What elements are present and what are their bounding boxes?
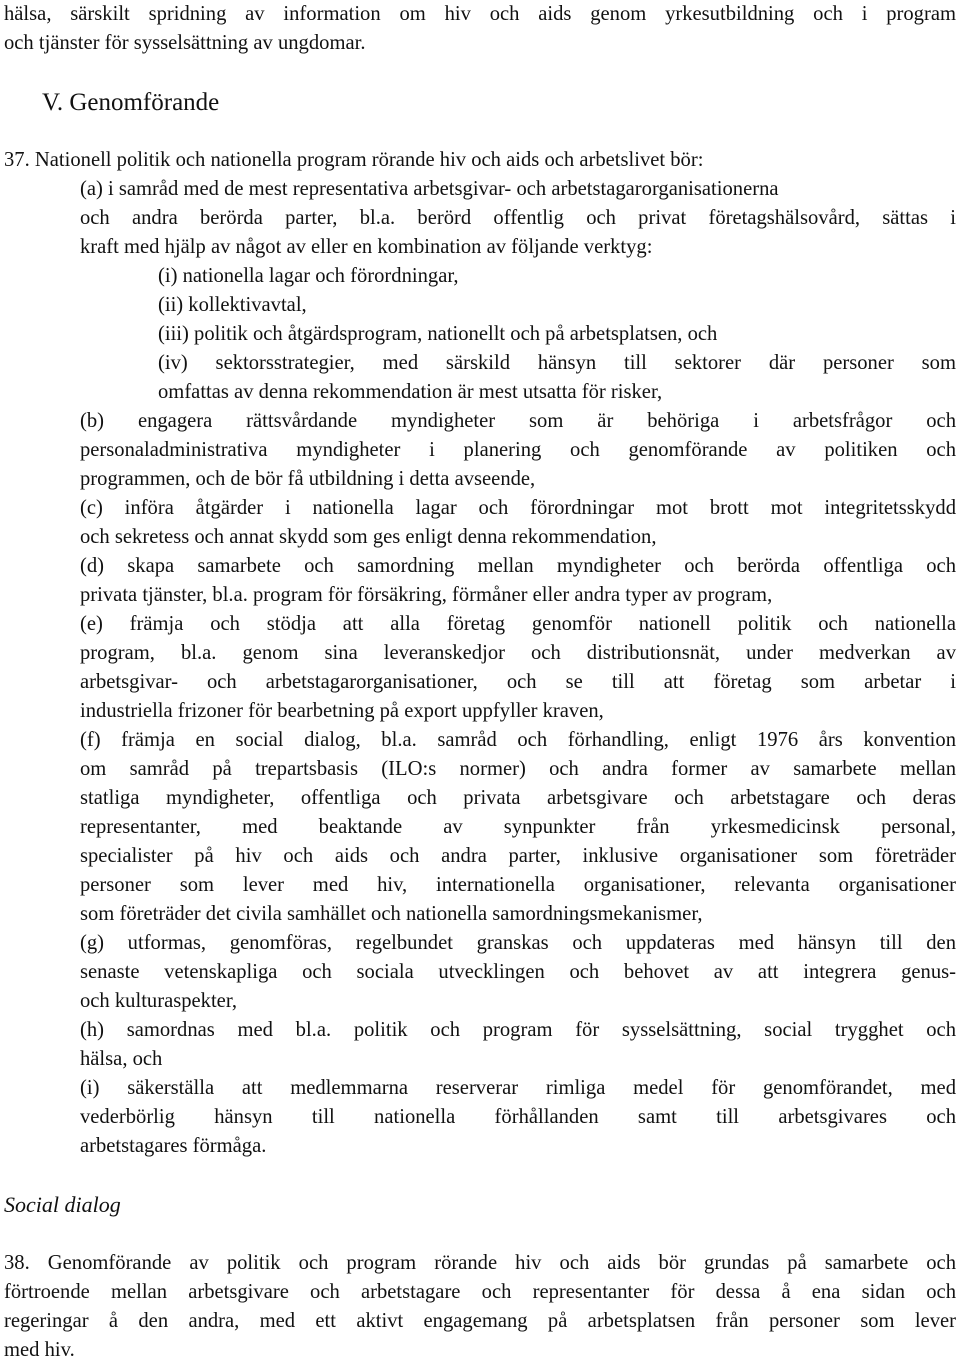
body-line: och tjänster för sysselsättning av ungdomar. [4, 32, 366, 54]
item-e: (e) främja och stödja att alla företag genomför nationell politik och nationella [80, 613, 956, 635]
body-line: och sekretess och annat skydd som ges enligt denna rekommendation, [80, 526, 657, 548]
body-line: privata tjänster, bl.a. program för försäkring, förmåner eller andra typer av program, [80, 584, 773, 606]
subitem-iv: (iv) sektorsstrategier, med särskild hänsyn till sektorer där personer som [158, 352, 956, 374]
subitem-i: (i) nationella lagar och förordningar, [158, 265, 459, 287]
body-line: industriella frizoner för bearbetning på export uppfyller kraven, [80, 700, 604, 722]
item-h: (h) samordnas med bl.a. politik och program för sysselsättning, social trygghet och [80, 1019, 956, 1041]
subitem-iii: (iii) politik och åtgärdsprogram, nationellt och på arbetsplatsen, och [158, 323, 718, 345]
body-line: kraft med hjälp av något av eller en kombination av följande verktyg: [80, 236, 653, 258]
paragraph-38: 38. Genomförande av politik och program rörande hiv och aids bör grundas på samarbete och [4, 1252, 956, 1274]
body-line: arbetsgivar- och arbetstagarorganisationer, och se till att företag som arbetar i [80, 671, 956, 693]
body-line: arbetstagares förmåga. [80, 1135, 267, 1157]
body-line: vederbörlig hänsyn till nationella förhållanden samt till arbetsgivares och [80, 1106, 956, 1128]
item-d: (d) skapa samarbete och samordning mellan myndigheter och berörda offentliga och [80, 555, 956, 577]
section-heading: V. Genomförande [42, 89, 220, 116]
body-line: förtroende mellan arbetsgivare och arbetstagare och representanter för dessa å ena sidan och [4, 1281, 956, 1303]
body-line: om samråd på trepartsbasis (ILO:s normer) och andra former av samarbete mellan [80, 758, 956, 780]
body-line: hälsa, och [80, 1048, 163, 1070]
item-a: (a) i samråd med de mest representativa arbetsgivar- och arbetstagarorganisationerna [80, 178, 779, 200]
paragraph-37-intro: 37. Nationell politik och nationella program rörande hiv och aids och arbetslivet bör: [4, 149, 704, 171]
body-line: personer som lever med hiv, internationella organisationer, relevanta organisationer [80, 874, 956, 896]
body-line: programmen, och de bör få utbildning i detta avseende, [80, 468, 536, 490]
body-line: och kulturaspekter, [80, 990, 238, 1012]
body-line: som företräder det civila samhället och nationella samordningsmekanismer, [80, 903, 703, 925]
body-line: regeringar å den andra, med ett aktivt engagemang på arbetsplatsen från personer som lever [4, 1310, 956, 1332]
subitem-ii: (ii) kollektivavtal, [158, 294, 307, 316]
body-line: omfattas av denna rekommendation är mest utsatta för risker, [158, 381, 663, 403]
body-line: statliga myndigheter, offentliga och privata arbetsgivare och arbetstagare och deras [80, 787, 956, 809]
body-line: program, bl.a. genom sina leveranskedjor och distributionsnät, under medverkan av [80, 642, 956, 664]
body-line: och andra berörda parter, bl.a. berörd offentlig och privat företagshälsovård, sättas i [80, 207, 956, 229]
body-line: personaladministrativa myndigheter i planering och genomförande av politiken och [80, 439, 956, 461]
subsection-heading: Social dialog [4, 1192, 121, 1217]
item-b: (b) engagera rättsvårdande myndigheter som är behöriga i arbetsfrågor och [80, 410, 956, 432]
body-line: specialister på hiv och aids och andra parter, inklusive organisationer som företräder [80, 845, 956, 867]
item-f: (f) främja en social dialog, bl.a. samråd och förhandling, enligt 1976 års konvention [80, 729, 956, 751]
body-line: hälsa, särskilt spridning av information om hiv och aids genom yrkesutbildning och i program [4, 3, 956, 25]
body-line: representanter, med beaktande av synpunkter från yrkesmedicinsk personal, [80, 816, 956, 838]
body-line: med hiv. [4, 1339, 75, 1361]
body-line: senaste vetenskapliga och sociala utvecklingen och behovet av att integrera genus- [80, 961, 956, 983]
item-i: (i) säkerställa att medlemmarna reserverar rimliga medel för genomförandet, med [80, 1077, 956, 1099]
item-g: (g) utformas, genomföras, regelbundet granskas och uppdateras med hänsyn till den [80, 932, 956, 954]
item-c: (c) införa åtgärder i nationella lagar och förordningar mot brott mot integritetsskydd [80, 497, 956, 519]
